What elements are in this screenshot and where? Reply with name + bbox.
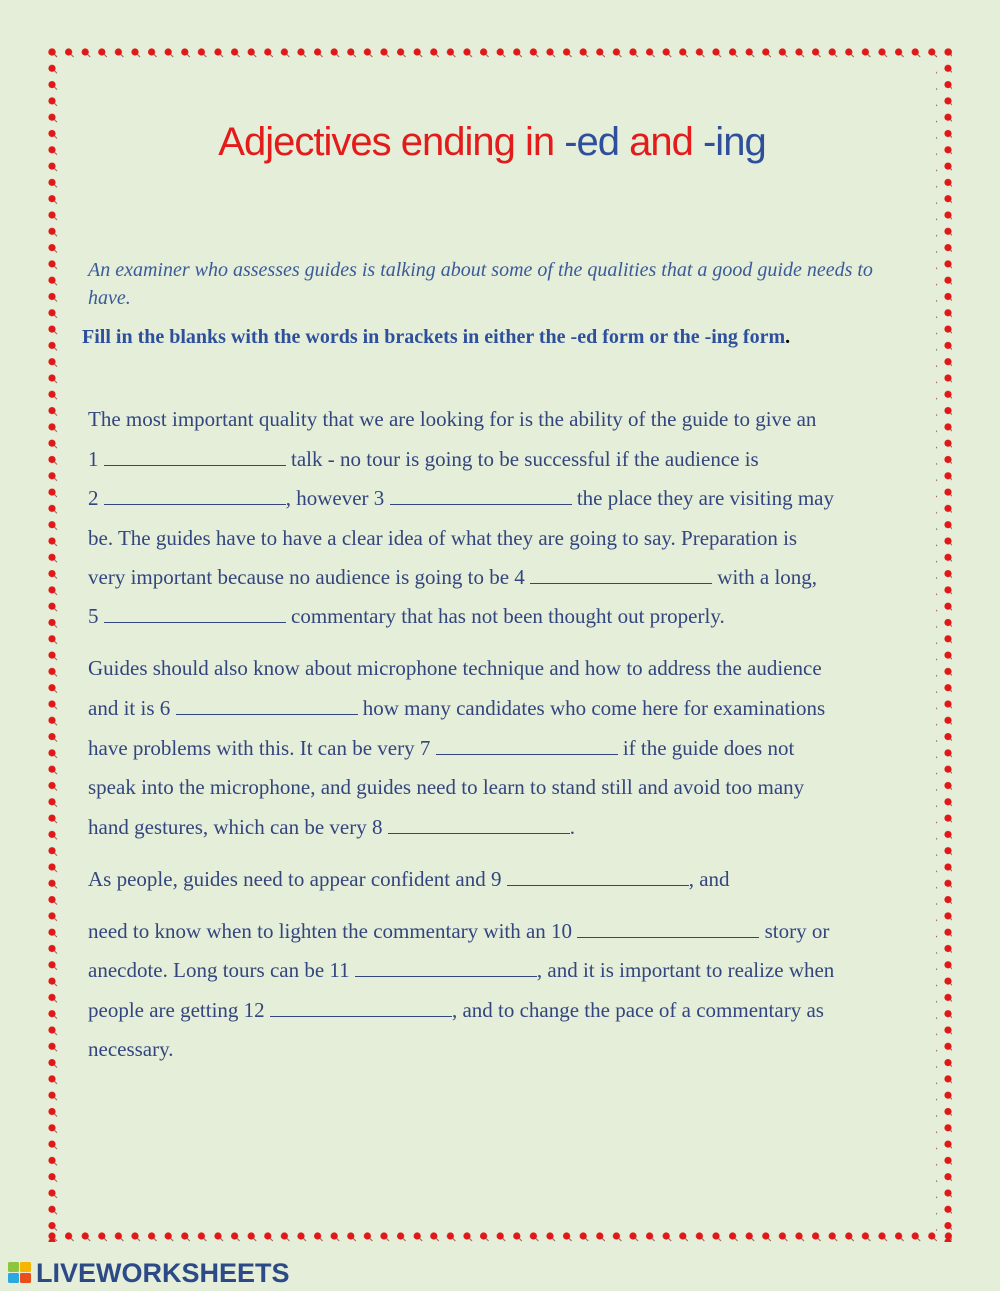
line-text: .: [569, 815, 575, 839]
text-line: [88, 867, 730, 892]
intro-text: An examiner who assesses guides is talking about some of the qualities that a good guide needs to have.: [88, 259, 873, 309]
blank-5[interactable]: [104, 604, 286, 623]
blank-3[interactable]: [390, 486, 572, 505]
line-text: anecdote. Long tours can be 11: [88, 958, 355, 982]
line-text: people are getting 12: [88, 998, 270, 1022]
title-part: -ing: [702, 120, 766, 164]
line-text: , however 3: [285, 486, 390, 510]
title-part: and: [619, 120, 703, 164]
line-text: be. The guides have to have a clear idea of what they are going to say. Preparation is: [88, 526, 798, 550]
page-title: [0, 120, 984, 165]
dotted-page-border: [44, 44, 952, 1242]
instruction-text: [82, 326, 942, 349]
blank-6[interactable]: [176, 696, 358, 715]
text-line: [88, 526, 797, 551]
blank-7[interactable]: [436, 736, 618, 755]
line-text: story or: [759, 919, 830, 943]
line-text: and it is 6: [88, 696, 176, 720]
line-text: the place they are visiting may: [571, 486, 834, 510]
text-line: [88, 486, 834, 511]
line-text: commentary that has not been thought out properly.: [285, 604, 725, 628]
blank-10[interactable]: [577, 919, 759, 938]
text-line: [88, 656, 822, 681]
title-part: -ed: [564, 120, 620, 164]
blank-8[interactable]: [388, 815, 570, 834]
line-text: how many candidates who come here for examinations: [357, 696, 826, 720]
line-text: speak into the microphone, and guides need to learn to stand still and avoid too many: [88, 775, 805, 799]
blank-11[interactable]: [355, 958, 537, 977]
line-text: talk - no tour is going to be successful if the audience is: [285, 447, 759, 471]
blank-12[interactable]: [270, 998, 452, 1017]
text-line: [88, 696, 825, 721]
line-text: , and to change the pace of a commentary as: [451, 998, 824, 1022]
line-text: As people, guides need to appear confident and 9: [88, 867, 507, 891]
line-text: Guides should also know about microphone technique and how to address the audience: [88, 656, 822, 680]
line-text: have problems with this. It can be very 7: [88, 736, 436, 760]
line-text: 1: [88, 447, 104, 471]
text-line: [88, 736, 794, 761]
liveworksheets-brand: LIVEWORKSHEETS: [36, 1257, 290, 1288]
line-text: The most important quality that we are looking for is the ability of the guide to give an: [88, 407, 817, 431]
blank-2[interactable]: [104, 486, 286, 505]
text-line: [88, 1037, 174, 1062]
text-line: [88, 815, 575, 840]
blank-4[interactable]: [530, 565, 712, 584]
line-text: if the guide does not: [617, 736, 795, 760]
line-text: , and: [688, 867, 730, 891]
line-text: necessary.: [88, 1037, 174, 1061]
text-line: [88, 958, 834, 983]
text-line: [88, 447, 759, 472]
line-text: need to know when to lighten the commentary with an 10: [88, 919, 578, 943]
instruction-period: .: [785, 326, 791, 348]
text-line: [88, 919, 829, 944]
text-line: [88, 775, 804, 800]
liveworksheets-footer[interactable]: [8, 1258, 290, 1288]
text-line: [88, 998, 824, 1023]
line-text: with a long,: [712, 565, 818, 589]
text-line: [88, 565, 817, 590]
line-text: , and it is important to realize when: [536, 958, 835, 982]
blank-9[interactable]: [507, 867, 689, 886]
line-text: hand gestures, which can be very 8: [88, 815, 388, 839]
text-line: [88, 407, 816, 432]
blank-1[interactable]: [104, 447, 286, 466]
instruction-label: Fill in the blanks with the words in brackets in either the -ed form or the -ing form: [82, 326, 786, 348]
text-line: [88, 604, 725, 629]
line-text: 5: [88, 604, 104, 628]
title-part: Adjectives ending in: [218, 120, 565, 164]
liveworksheets-logo-icon: [8, 1262, 32, 1284]
line-text: very important because no audience is going to be 4: [88, 565, 531, 589]
line-text: 2: [88, 486, 104, 510]
